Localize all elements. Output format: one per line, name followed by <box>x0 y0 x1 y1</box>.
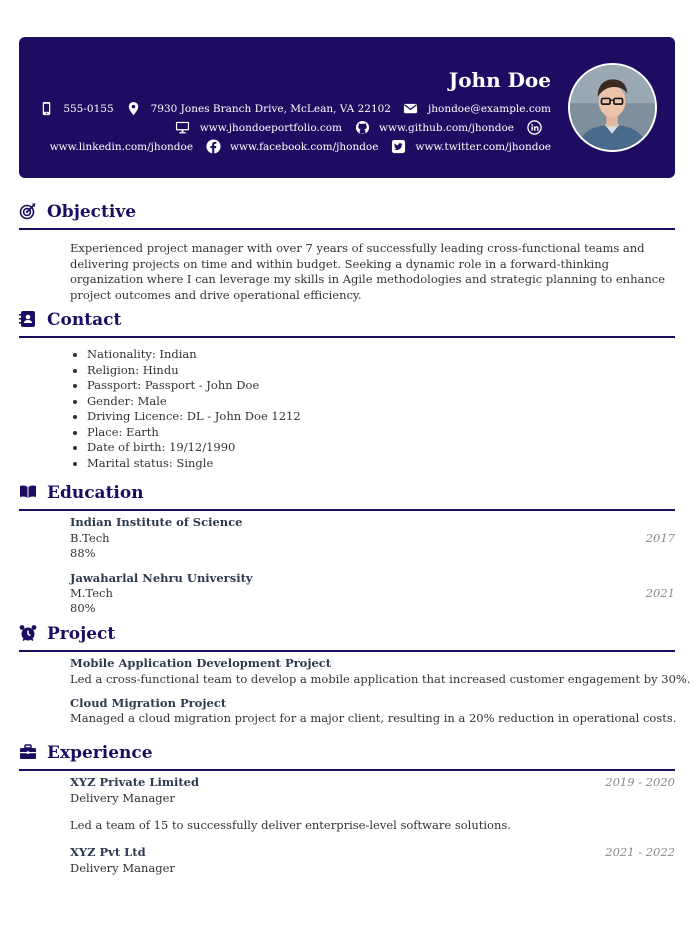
linkedin-link[interactable]: www.linkedin.com/jhondoe <box>49 140 194 153</box>
experience-role: Delivery Manager <box>70 791 175 805</box>
education-degree: M.Tech <box>70 586 113 600</box>
experience-company: XYZ Private Limited <box>70 775 200 789</box>
open-book-icon <box>19 483 37 501</box>
list-item: • Driving Licence: DL - John Doe 1212 <box>87 409 301 425</box>
experience-company: XYZ Pvt Ltd <box>70 845 146 859</box>
education-year: 2017 <box>645 531 675 545</box>
address-text: 7930 Jones Branch Drive, McLean, VA 22102 <box>150 102 391 115</box>
phone-icon <box>38 101 54 117</box>
target-icon <box>19 202 37 220</box>
twitter-icon <box>390 139 406 155</box>
list-item: • Nationality: Indian <box>87 347 301 363</box>
list-item: • Marital status: Single <box>87 456 301 472</box>
list-item: • Place: Earth <box>87 425 301 441</box>
education-school: Jawaharlal Nehru University <box>70 571 253 585</box>
candidate-name: John Doe <box>448 68 551 92</box>
list-item: • Gender: Male <box>87 394 301 410</box>
location-pin-icon <box>126 101 142 117</box>
github-icon <box>354 120 370 136</box>
facebook-link[interactable]: www.facebook.com/jhondoe <box>230 140 379 153</box>
project-description: Managed a cloud migration project for a major client, resulting in a 20% reduction in operational costs. <box>70 711 677 725</box>
project-name: Mobile Application Development Project <box>70 656 332 670</box>
portfolio-link[interactable]: www.jhondoeportfolio.com <box>199 121 342 134</box>
email-link[interactable]: jhondoe@example.com <box>427 102 551 115</box>
twitter-link[interactable]: www.twitter.com/jhondoe <box>415 140 551 153</box>
experience-dates: 2021 - 2022 <box>605 845 675 859</box>
header-contact-line-2 <box>163 118 551 137</box>
list-item: • Date of birth: 19/12/1990 <box>87 440 301 456</box>
resume-header <box>19 37 675 178</box>
list-item: • Religion: Hindu <box>87 363 301 379</box>
education-section-header <box>19 481 675 511</box>
education-school: Indian Institute of Science <box>70 515 243 529</box>
experience-dates: 2019 - 2020 <box>605 775 675 789</box>
education-score: 80% <box>70 601 96 615</box>
phone-text: 555-0155 <box>63 102 114 115</box>
github-link[interactable]: www.github.com/jhondoe <box>379 121 514 134</box>
experience-title: Experience <box>47 743 153 763</box>
header-contact-line-3 <box>50 137 551 156</box>
alarm-clock-icon <box>19 624 37 642</box>
header-contact-line-1 <box>26 99 551 118</box>
experience-role: Delivery Manager <box>70 861 175 875</box>
linkedin-icon <box>526 120 542 136</box>
email-icon <box>403 101 419 117</box>
project-title: Project <box>47 624 116 644</box>
objective-title: Objective <box>47 202 137 222</box>
address-book-icon <box>19 310 37 328</box>
list-item: • Passport: Passport - John Doe <box>87 378 301 394</box>
briefcase-icon <box>19 743 37 761</box>
contact-list <box>87 347 301 471</box>
education-score: 88% <box>70 546 96 560</box>
contact-title: Contact <box>47 310 122 330</box>
contact-section-header <box>19 308 675 338</box>
project-description: Led a cross-functional team to develop a mobile application that increased customer engagement by 30%. <box>70 672 691 686</box>
project-section-header <box>19 622 675 652</box>
experience-section-header <box>19 741 675 771</box>
profile-photo <box>568 63 657 152</box>
objective-text: Experienced project manager with over 7 years of successfully leading cross-functional teams and delivering projects on time and within budget. Seeking a dynamic role in a forward-thinking organization where I can leverage my skills in Agile methodologies and strategic planning to enhance project outcomes and drive operational efficiency. <box>70 241 666 302</box>
project-name: Cloud Migration Project <box>70 696 227 710</box>
education-year: 2021 <box>645 586 675 600</box>
experience-description: Led a team of 15 to successfully deliver enterprise-level software solutions. <box>70 818 511 832</box>
objective-section-header <box>19 200 675 230</box>
facebook-icon <box>205 139 221 155</box>
monitor-icon <box>175 120 191 136</box>
education-title: Education <box>47 483 144 503</box>
education-degree: B.Tech <box>70 531 110 545</box>
